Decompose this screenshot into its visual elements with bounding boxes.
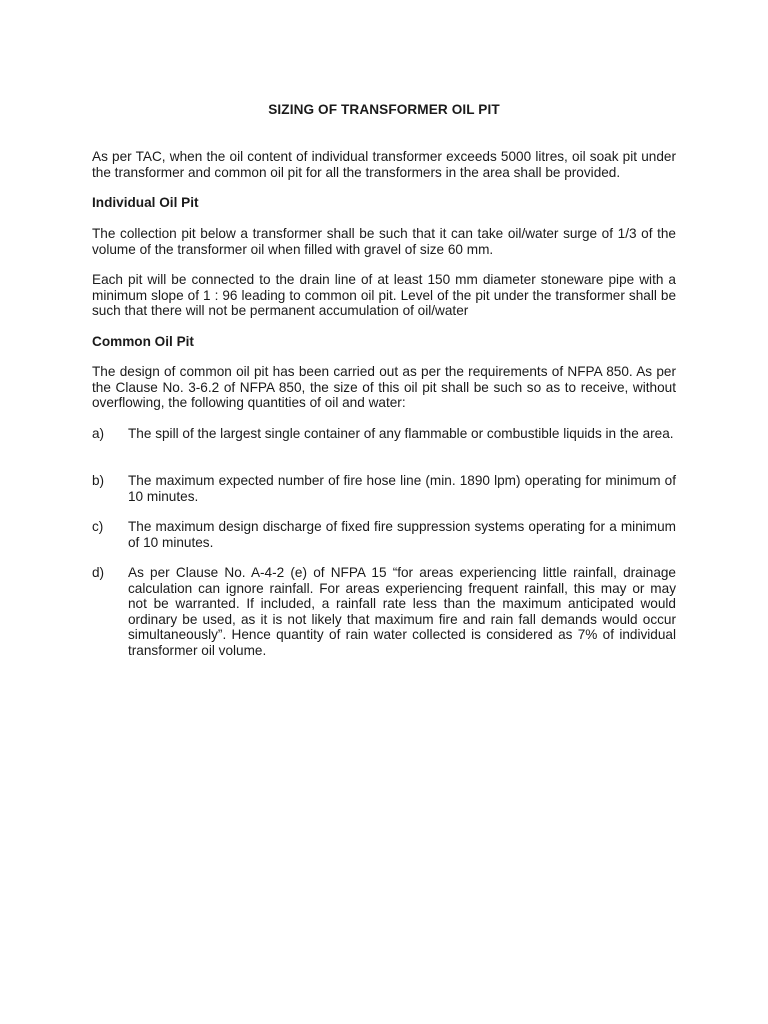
list-marker: b) [92, 473, 105, 488]
list-item-text: The maximum design discharge of fixed fire suppression systems operating for a minimum of 10 minutes. [128, 519, 676, 550]
list-marker: d) [92, 565, 105, 580]
list-item-text-line: transformer oil volume. [128, 642, 267, 658]
list-item-text-line: ordinary be used, as it is not likely that maximum fire and rain fall demands would occur [128, 611, 676, 627]
list-item-text [128, 565, 676, 658]
individual-pit-paragraph-2: Each pit will be connected to the drain line of at least 150 mm diameter stoneware pipe with a minimum slope of 1 : 96 leading to common oil pit. Level of the pit under the transformer shall be such that there will not be permanent accumulation of oil/water [92, 272, 676, 318]
section-heading-individual-oil-pit: Individual Oil Pit [92, 195, 199, 210]
list-item-text: The maximum expected number of fire hose line (min. 1890 lpm) operating for minimum of 10 minutes. [128, 473, 676, 504]
individual-pit-paragraph-1: The collection pit below a transformer shall be such that it can take oil/water surge of 1/3 of the volume of the transformer oil when filled with gravel of size 60 mm. [92, 226, 676, 257]
intro-paragraph: As per TAC, when the oil content of individual transformer exceeds 5000 litres, oil soak pit under the transformer and common oil pit for all the transformers in the area shall be provided. [92, 149, 676, 180]
list-item-text-line: calculation can ignore rainfall. For areas experiencing frequent rainfall, this may or may [128, 580, 676, 596]
list-marker: c) [92, 519, 104, 534]
section-heading-common-oil-pit: Common Oil Pit [92, 334, 194, 349]
common-pit-paragraph: The design of common oil pit has been carried out as per the requirements of NFPA 850. As per the Clause No. 3-6.2 of NFPA 850, the size of this oil pit shall be such so as to receive, without overflowing, the following quantities of oil and water: [92, 364, 676, 410]
list-item-text-line: As per Clause No. A-4-2 (e) of NFPA 15 “for areas experiencing little rainfall, drainage [128, 565, 676, 580]
list-item-text: The spill of the largest single container of any flammable or combustible liquids in the area. [128, 426, 674, 441]
list-marker: a) [92, 426, 105, 441]
document-title: SIZING OF TRANSFORMER OIL PIT [268, 102, 500, 117]
list-item-text-line: simultaneously”. Hence quantity of rain water collected is considered as 7% of individual [128, 627, 676, 642]
list-item-text-line: not be warranted. If included, a rainfall rate less than the maximum anticipated would [128, 596, 676, 611]
document-page [92, 0, 676, 1024]
